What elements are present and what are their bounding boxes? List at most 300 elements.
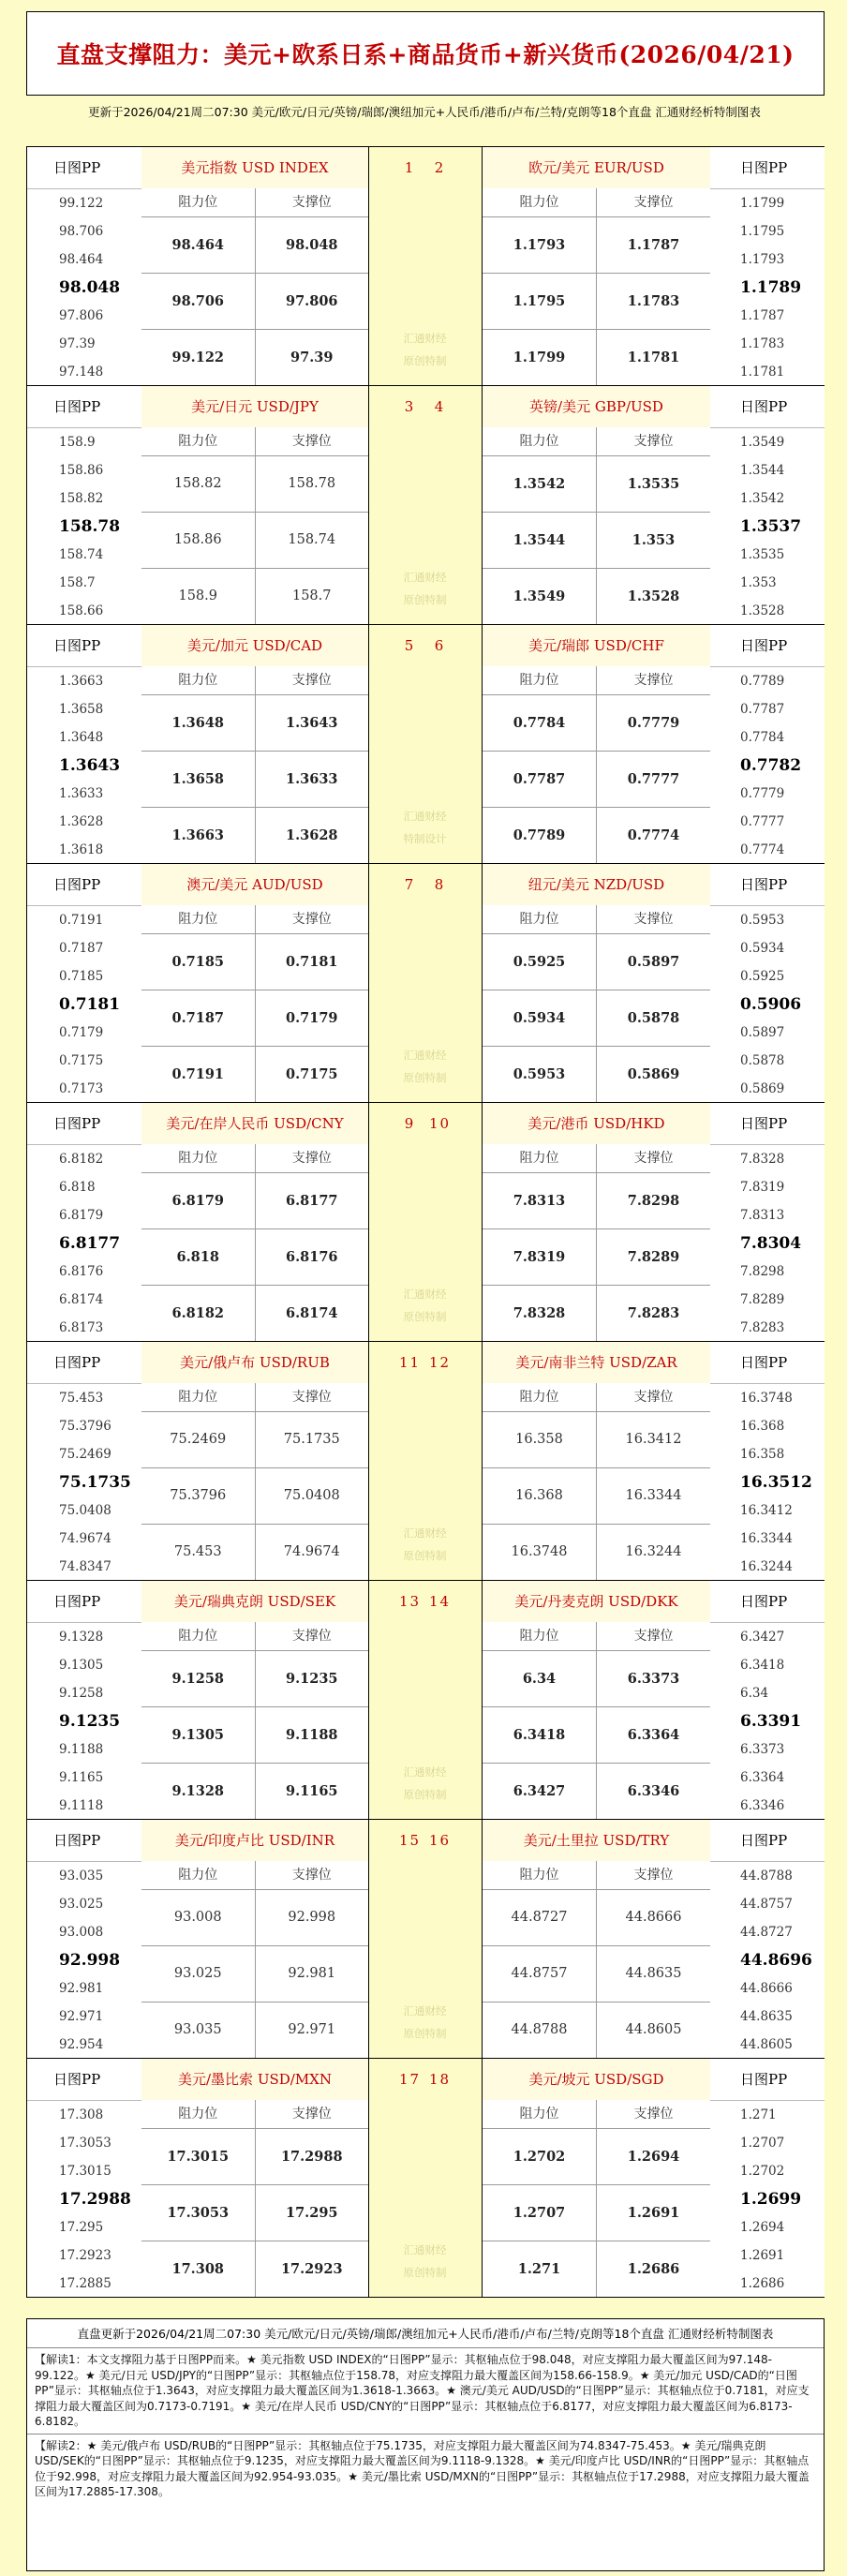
pp-level-value: 158.74 [59,547,104,562]
resistance-header: 阻力位 [519,195,559,210]
pp-level-value: 44.8666 [740,1981,793,1996]
pair-title: 美元/在岸人民币 USD/CNY [141,1103,369,1145]
levels-row [483,217,710,274]
pair-title: 美元/加元 USD/CAD [141,625,369,667]
watermark-line-2: 原创特制 [403,1310,447,1323]
pair-title: 美元/南非兰特 USD/ZAR [482,1342,710,1384]
resistance-value: 1.2707 [513,2205,566,2221]
update-line: 更新于2026/04/21周二07:30 美元/欧元/日元/英镑/瑞郎/澳纽加元+人民币/港币/卢布/兰特/克朗等18个直盘 汇通财经析特制图表 [88,105,761,119]
right-pp-column [709,1103,825,1341]
levels-row [141,1525,368,1580]
pivot-point-value: 0.7782 [740,756,802,775]
pp-level-value: 1.3633 [59,786,104,801]
support-value: 1.3528 [596,569,710,624]
support-value: 6.8176 [255,1229,369,1285]
pair-index-right: 2 [434,159,446,176]
levels-row [141,934,368,990]
support-value: 6.3364 [596,1707,710,1763]
page-title: 直盘支撑阻力：美元+欧系日系+商品货币+新兴货币(2026/04/21) [56,41,795,68]
levels-header-row [483,1144,710,1173]
pp-level-value: 6.8176 [59,1264,104,1279]
pp-header: 日图PP [710,625,825,667]
support-header: 支撑位 [255,1622,369,1650]
resistance-value: 75.453 [173,1544,222,1559]
resistance-value: 1.271 [517,2261,561,2277]
resistance-value: 99.122 [171,350,224,365]
pp-level-value: 0.5878 [740,1053,785,1068]
pp-level-value: 16.3244 [740,1559,793,1574]
pp-level-value: 0.7185 [59,969,104,984]
pp-level-value: 1.3528 [740,603,785,618]
resistance-header: 阻力位 [519,1390,559,1405]
index-column [368,1103,482,1341]
resistance-value: 44.8788 [511,2022,568,2037]
pp-level-value: 17.3053 [59,2136,111,2151]
pp-level-value: 1.1799 [740,196,785,211]
pp-header: 日图PP [27,2059,141,2101]
pp-level-value: 75.0408 [59,1503,111,1518]
pp-level-value: 1.3535 [740,547,785,562]
pair-title: 美元/日元 USD/JPY [141,386,369,428]
levels-header-row [141,427,368,456]
support-value: 9.1235 [255,1651,369,1706]
support-header: 支撑位 [255,427,369,455]
pp-level-value: 1.1795 [740,224,785,239]
support-value: 158.78 [255,456,369,512]
pp-header: 日图PP [710,386,825,428]
pair-index-left: 1 [404,159,416,176]
pp-level-value: 0.5897 [740,1025,785,1040]
pp-level-value: 75.453 [59,1391,104,1406]
pp-level-value: 1.1783 [740,336,785,351]
pair-title: 美元/墨比索 USD/MXN [141,2059,369,2101]
pp-level-value: 16.358 [740,1447,785,1462]
support-value: 97.806 [255,274,369,329]
pp-level-value: 0.7779 [740,786,785,801]
pp-level-value: 6.34 [740,1686,769,1701]
pp-level-value: 97.806 [59,308,104,323]
support-header: 支撑位 [596,666,710,694]
support-value: 0.7777 [596,752,710,807]
watermark-line-2: 原创特制 [403,1549,447,1562]
pp-level-value: 7.8328 [740,1152,785,1167]
pp-level-value: 6.3427 [740,1630,785,1645]
pp-level-value: 16.368 [740,1419,785,1434]
levels-header-row [141,1144,368,1173]
pp-level-value: 98.464 [59,252,104,267]
levels-table [141,188,369,385]
pp-header: 日图PP [710,2059,825,2101]
right-pp-column [709,386,825,624]
support-value: 16.3344 [596,1468,710,1524]
pp-level-value: 16.3412 [740,1503,793,1518]
watermark-line-1: 汇通财经 [403,1765,447,1779]
levels-row [483,1946,710,2003]
watermark-line-2: 原创特制 [403,2266,447,2279]
pp-level-value: 16.3344 [740,1531,793,1546]
resistance-header: 阻力位 [519,673,559,688]
levels-row [483,1286,710,1341]
pp-level-value: 75.3796 [59,1419,111,1434]
levels-row [141,456,368,513]
pair-index-numbers [368,864,482,905]
pp-level-value: 0.5934 [740,941,785,956]
index-column [368,625,482,863]
pair-title: 澳元/美元 AUD/USD [141,864,369,906]
pp-level-value: 1.2707 [740,2136,785,2151]
support-value: 7.8298 [596,1173,710,1228]
levels-header-row [141,1622,368,1651]
pp-level-value: 44.8757 [740,1897,793,1912]
resistance-value: 1.1795 [513,293,566,309]
support-value: 1.3633 [255,752,369,807]
pp-level-value: 17.2923 [59,2248,111,2263]
pair-title: 美元指数 USD INDEX [141,147,369,189]
pp-level-value: 1.2694 [740,2220,785,2235]
pivot-board [26,146,825,2298]
pp-header: 日图PP [710,147,825,189]
resistance-value: 1.3544 [513,532,566,548]
right-pp-column [709,147,825,385]
index-column [368,1581,482,1819]
levels-row [483,990,710,1047]
pivot-point-value: 1.1789 [740,278,802,297]
pair-index-left: 13 [398,1593,422,1610]
levels-row [141,990,368,1047]
pp-level-value: 7.8289 [740,1292,785,1307]
resistance-value: 1.3542 [513,476,566,492]
left-pp-column [27,386,142,624]
levels-row [483,1173,710,1229]
resistance-value: 9.1328 [171,1783,224,1799]
pp-level-value: 17.2885 [59,2276,111,2291]
pivot-point-value: 7.8304 [740,1234,802,1253]
pp-header: 日图PP [710,864,825,906]
resistance-value: 0.5953 [513,1066,566,1082]
pp-level-value: 158.7 [59,575,96,590]
pair-index-left: 5 [404,637,416,654]
support-value: 0.5897 [596,934,710,990]
resistance-header: 阻力位 [519,1151,559,1166]
watermark [368,327,482,372]
support-value: 1.2691 [596,2185,710,2241]
levels-row [483,808,710,863]
levels-header-row [483,427,710,456]
pp-header: 日图PP [27,147,141,189]
pair-index-left: 11 [398,1354,422,1371]
pp-level-value: 98.706 [59,224,104,239]
support-value: 97.39 [255,330,369,385]
resistance-value: 1.1799 [513,350,566,365]
left-pp-column [27,2059,142,2297]
pair-index-left: 7 [404,876,416,893]
resistance-value: 1.3549 [513,588,566,604]
resistance-header: 阻力位 [178,195,218,210]
pp-header: 日图PP [710,1820,825,1862]
watermark-line-2: 原创特制 [403,1788,447,1801]
levels-header-row [141,2100,368,2129]
support-header: 支撑位 [596,1383,710,1411]
pp-level-value: 99.122 [59,196,104,211]
pp-level-value: 6.8173 [59,1320,104,1335]
levels-row [141,513,368,569]
levels-header-row [483,1861,710,1890]
support-value: 17.2923 [255,2241,369,2297]
pp-level-value: 17.295 [59,2220,104,2235]
pair-index-numbers [368,1581,482,1622]
levels-table [482,1861,710,2058]
levels-row [141,1651,368,1707]
resistance-value: 158.86 [173,532,222,547]
levels-row [141,695,368,752]
support-header: 支撑位 [255,1383,369,1411]
resistance-value: 6.34 [522,1671,557,1687]
left-pp-column [27,1820,142,2058]
resistance-value: 0.5934 [513,1010,566,1026]
pivot-point-value: 16.3512 [740,1473,812,1492]
support-value: 17.2988 [255,2129,369,2184]
levels-row [141,752,368,808]
watermark-line-1: 汇通财经 [403,2243,447,2256]
pair-index-right: 8 [434,876,446,893]
pp-level-value: 92.981 [59,1981,104,1996]
watermark [368,566,482,611]
resistance-value: 98.706 [171,293,224,309]
pp-header: 日图PP [710,1342,825,1384]
pair-index-numbers [368,1820,482,1861]
pivot-point-value: 1.3643 [59,756,121,775]
bottom-update-line: 直盘更新于2026/04/21周二07:30 美元/欧元/日元/英镑/瑞郎/澳纽加元+人民币/港币/卢布/兰特/克朗等18个直盘 汇通财经析特制图表 [27,2319,824,2348]
pp-level-value: 1.3648 [59,730,104,745]
support-value: 74.9674 [255,1525,369,1580]
right-pp-column [709,2059,825,2297]
pp-level-value: 7.8319 [740,1180,785,1195]
pp-header: 日图PP [27,1820,141,1862]
pair-title: 美元/土里拉 USD/TRY [482,1820,710,1862]
levels-row [483,752,710,808]
support-header: 支撑位 [255,1144,369,1172]
support-value: 158.7 [255,569,369,624]
pair-title: 美元/港币 USD/HKD [482,1103,710,1145]
pivot-point-value: 98.048 [59,278,121,297]
pair-title: 美元/坡元 USD/SGD [482,2059,710,2101]
levels-row [483,1707,710,1764]
pair-index-numbers [368,1342,482,1383]
support-header: 支撑位 [596,2100,710,2128]
pp-level-value: 1.3549 [740,435,785,450]
pp-level-value: 92.954 [59,2037,104,2052]
left-pp-column [27,147,142,385]
pp-level-value: 0.7777 [740,814,785,829]
pp-level-value: 6.818 [59,1180,96,1195]
support-value: 6.3346 [596,1764,710,1819]
levels-table [141,1622,369,1819]
levels-row [483,274,710,330]
support-value: 44.8666 [596,1890,710,1945]
watermark-line-2: 原创特制 [403,1071,447,1084]
resistance-value: 17.3015 [167,2149,230,2165]
support-value: 158.74 [255,513,369,568]
pp-header: 日图PP [710,1581,825,1623]
pp-level-value: 0.7187 [59,941,104,956]
watermark-line-2: 特制设计 [403,832,447,845]
levels-table [482,1144,710,1341]
pp-level-value: 1.2691 [740,2248,785,2263]
pp-level-value: 0.5925 [740,969,785,984]
right-pp-column [709,625,825,863]
levels-table [141,2100,369,2297]
watermark-line-1: 汇通财经 [403,1288,447,1301]
pair-title: 纽元/美元 NZD/USD [482,864,710,906]
pair-index-right: 10 [428,1115,452,1132]
levels-row [141,1173,368,1229]
levels-row [483,1468,710,1525]
levels-row [141,2129,368,2185]
pp-level-value: 44.8788 [740,1869,793,1884]
pp-level-value: 0.7173 [59,1081,104,1096]
levels-row [483,695,710,752]
resistance-value: 98.464 [171,237,224,253]
support-value: 1.1783 [596,274,710,329]
watermark [368,1283,482,1328]
pp-level-value: 7.8298 [740,1264,785,1279]
levels-table [482,188,710,385]
pp-level-value: 158.66 [59,603,104,618]
resistance-value: 16.368 [515,1488,563,1503]
levels-row [141,569,368,624]
levels-header-row [483,1622,710,1651]
pp-header: 日图PP [27,625,141,667]
pair-title: 英镑/美元 GBP/USD [482,386,710,428]
support-value: 17.295 [255,2185,369,2241]
pivot-point-value: 0.7181 [59,995,121,1014]
resistance-value: 9.1305 [171,1727,224,1743]
watermark-line-1: 汇通财经 [403,1526,447,1540]
levels-header-row [141,666,368,695]
support-value: 44.8635 [596,1946,710,2002]
pp-level-value: 1.3544 [740,463,785,478]
levels-row [483,934,710,990]
pair-index-numbers [368,1103,482,1144]
pivot-point-value: 1.3537 [740,517,802,536]
resistance-value: 75.3796 [170,1488,227,1503]
pair-block [27,1103,824,1342]
pp-level-value: 97.39 [59,336,96,351]
support-value: 7.8289 [596,1229,710,1285]
resistance-value: 0.7187 [171,1010,224,1026]
resistance-header: 阻力位 [519,1629,559,1644]
resistance-header: 阻力位 [178,2107,218,2122]
left-pp-column [27,625,142,863]
watermark-line-1: 汇通财经 [403,810,447,823]
support-value: 92.998 [255,1890,369,1945]
resistance-value: 0.7789 [513,827,566,843]
resistance-header: 阻力位 [178,1151,218,1166]
pivot-point-value: 75.1735 [59,1473,131,1492]
pp-level-value: 44.8727 [740,1925,793,1940]
levels-row [141,2241,368,2297]
resistance-value: 0.7787 [513,771,566,787]
resistance-value: 6.3427 [513,1783,566,1799]
pp-level-value: 9.1188 [59,1742,104,1757]
pair-title: 美元/丹麦克朗 USD/DKK [482,1581,710,1623]
pair-title: 美元/瑞典克朗 USD/SEK [141,1581,369,1623]
levels-row [483,1651,710,1707]
levels-row [141,274,368,330]
levels-row [483,1229,710,1286]
pivot-point-value: 44.8696 [740,1951,812,1970]
levels-row [483,569,710,624]
pp-level-value: 9.1165 [59,1770,104,1785]
resistance-value: 158.82 [173,476,222,491]
pp-level-value: 17.3015 [59,2164,111,2179]
pp-header: 日图PP [27,386,141,428]
pair-block [27,625,824,864]
pivot-point-value: 9.1235 [59,1712,121,1731]
levels-table [482,1622,710,1819]
pair-index-left: 3 [404,398,416,415]
support-value: 1.3643 [255,695,369,751]
watermark-line-1: 汇通财经 [403,1049,447,1062]
support-header: 支撑位 [596,1622,710,1650]
pp-level-value: 93.008 [59,1925,104,1940]
pp-level-value: 1.3618 [59,842,104,857]
levels-row [483,1764,710,1819]
index-column [368,386,482,624]
resistance-header: 阻力位 [178,1390,218,1405]
pair-title: 美元/瑞郎 USD/CHF [482,625,710,667]
pair-index-right: 6 [434,637,446,654]
pp-level-value: 1.3628 [59,814,104,829]
support-value: 1.2686 [596,2241,710,2297]
pp-level-value: 1.2686 [740,2276,785,2291]
levels-row [483,2003,710,2058]
levels-row [141,808,368,863]
support-value: 6.3373 [596,1651,710,1706]
pp-level-value: 1.271 [740,2107,777,2122]
pp-level-value: 0.7179 [59,1025,104,1040]
levels-row [483,2241,710,2297]
pivot-point-value: 0.5906 [740,995,802,1014]
pp-level-value: 6.3418 [740,1658,785,1673]
resistance-header: 阻力位 [519,2107,559,2122]
index-column [368,147,482,385]
resistance-value: 16.358 [515,1432,563,1447]
levels-row [483,456,710,513]
watermark-line-2: 原创特制 [403,2027,447,2040]
pp-level-value: 6.3364 [740,1770,785,1785]
watermark-line-1: 汇通财经 [403,571,447,584]
pp-header: 日图PP [27,864,141,906]
resistance-value: 0.5925 [513,954,566,970]
pp-level-value: 9.1118 [59,1798,104,1813]
support-value: 0.5878 [596,990,710,1046]
pp-level-value: 0.7789 [740,674,785,689]
pair-index-right: 18 [428,2071,452,2088]
pp-level-value: 0.7175 [59,1053,104,1068]
pp-level-value: 158.82 [59,491,104,506]
resistance-value: 1.2702 [513,2149,566,2165]
pivot-point-value: 6.8177 [59,1234,121,1253]
watermark [368,805,482,850]
support-value: 0.5869 [596,1047,710,1102]
pivot-point-value: 1.2699 [740,2190,802,2209]
pair-block [27,864,824,1103]
watermark [368,1522,482,1567]
left-pp-column [27,1103,142,1341]
pp-level-value: 1.3658 [59,702,104,717]
support-header: 支撑位 [255,2100,369,2128]
